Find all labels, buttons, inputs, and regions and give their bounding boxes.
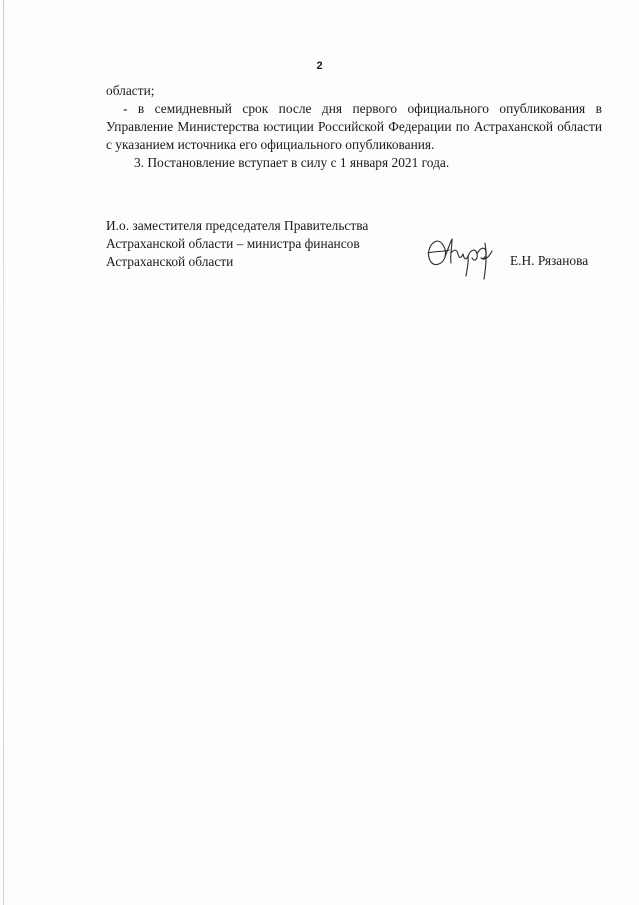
signatory-position	[106, 217, 368, 271]
body-text	[106, 82, 602, 172]
signer-name: Е.Н. Рязанова	[510, 253, 589, 268]
paragraph-continuation: области;	[106, 83, 155, 98]
position-line: Астраханской области – министра финансов	[106, 236, 360, 251]
handwritten-signature	[423, 229, 501, 281]
scan-edge-line	[3, 0, 4, 905]
position-line: Астраханской области	[106, 254, 234, 269]
paragraph-bullet: - в семидневный срок после дня первого официального опубликования в Управление Министерства юстиции Российской Федерации по Астраханской области с указанием источника его официального опубликования.	[106, 101, 602, 152]
position-line: И.о. заместителя председателя Правительства	[106, 218, 369, 233]
page-number: 2	[316, 60, 323, 72]
paragraph-effective-date: 3. Постановление вступает в силу с 1 января 2021 года.	[134, 155, 450, 170]
